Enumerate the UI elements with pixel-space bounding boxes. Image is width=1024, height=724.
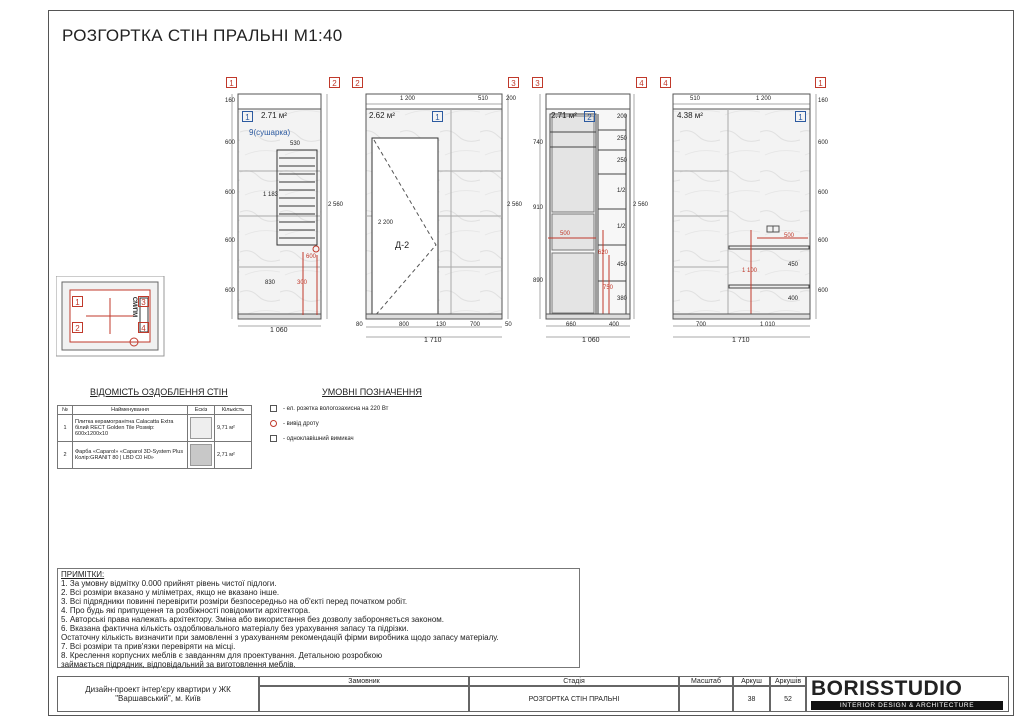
dim-label: 200 xyxy=(617,114,628,120)
wall-elevation-2 xyxy=(366,94,508,337)
plan-mark: 4 xyxy=(138,322,149,333)
sheets-total: 52 xyxy=(770,686,806,712)
legend-item xyxy=(270,420,319,427)
dim-label: 2 560 xyxy=(328,202,344,208)
dim-label: 600 xyxy=(225,288,236,294)
wall-marker: 1 xyxy=(815,77,826,88)
wall-marker: 2 xyxy=(352,77,363,88)
dim-label: 1 200 xyxy=(756,96,772,102)
plan-mark: 3 xyxy=(138,296,149,307)
legend-text: - одноклавішний вимикач xyxy=(283,435,354,442)
table-row xyxy=(58,442,252,469)
table-header: Найменування xyxy=(73,406,188,415)
dim-label: 160 xyxy=(225,98,236,104)
dim-label: 250 xyxy=(617,136,628,142)
dim-label: 510 xyxy=(478,96,489,102)
dim-label: 450 xyxy=(617,262,628,268)
note-line: 8. Креслення корпусних меблів є завданням для проектування. Детальною розробкою xyxy=(61,651,383,660)
legend-title: УМОВНІ ПОЗНАЧЕННЯ xyxy=(322,387,422,397)
wall-area: 2.71 м² xyxy=(261,111,287,120)
legend-item xyxy=(270,435,354,442)
dim-label: 1/2 xyxy=(617,224,626,230)
plan-mark: 1 xyxy=(72,296,83,307)
wall-marker: 4 xyxy=(660,77,671,88)
dim-label: 660 xyxy=(566,322,577,328)
dim-label: 1 710 xyxy=(732,337,750,344)
notes-block xyxy=(57,568,580,668)
dim-label: 500 xyxy=(560,231,571,237)
logo-name: BORISSTUDIO xyxy=(811,677,963,700)
logo-tagline: INTERIOR DESIGN & ARCHITECTURE xyxy=(811,701,1003,710)
schedule-title: ВІДОМІСТЬ ОЗДОБЛЕННЯ СТІН xyxy=(90,387,228,397)
customer-value xyxy=(259,686,469,712)
note-line: 1. За умовну відмітку 0.000 прийнят рівень чистої підлоги. xyxy=(61,579,277,588)
dim-label: 600 xyxy=(306,254,317,260)
dim-label: 600 xyxy=(818,288,829,294)
dim-label: 160 xyxy=(818,98,829,104)
dim-label: 750 xyxy=(603,285,614,291)
dim-label: 500 xyxy=(784,233,795,239)
finish-tag: 1 xyxy=(242,111,253,122)
dim-label: 1 200 xyxy=(400,96,416,102)
page-title: РОЗГОРТКА СТІН ПРАЛЬНІ М1:40 xyxy=(62,26,343,45)
table-cell: Плитка керамогранітна Calacatta Extra білий RECT Golden Tile Розмір: 600х1200х10 xyxy=(73,415,188,442)
dim-label: 600 xyxy=(818,238,829,244)
wall-marker: 3 xyxy=(532,77,543,88)
finish-tag: 1 xyxy=(795,111,806,122)
note-line: 4. Про будь які припущення та розбіжності повідомити архітектора. xyxy=(61,606,311,615)
dim-label: 1 183 xyxy=(263,192,279,198)
dim-label: 700 xyxy=(696,322,707,328)
dim-label: 1 710 xyxy=(424,337,442,344)
dim-label: 600 xyxy=(225,140,236,146)
note-line: 7. Всі розміри та прив'язки перевіряти на місці. xyxy=(61,642,236,651)
sheet-number: 38 xyxy=(733,686,770,712)
dim-label: 450 xyxy=(788,262,799,268)
wall-marker: 2 xyxy=(329,77,340,88)
scale-value xyxy=(679,686,733,712)
dim-label: 600 xyxy=(818,190,829,196)
dim-label: 80 xyxy=(356,322,363,328)
dim-label: 300 xyxy=(297,280,308,286)
table-cell: 2 xyxy=(58,442,73,469)
dim-label: 400 xyxy=(609,322,620,328)
swatch-marble xyxy=(188,415,215,442)
dim-label: 600 xyxy=(225,190,236,196)
note-line: Остаточну кількість визначити при замовленні з урахуванням рекомендацій фірми виробника щодо запасу матеріалу. xyxy=(61,633,499,642)
note-line: 6. Вказана фактична кількість оздоблювального матеріалу без урахування запасу та підрізки. xyxy=(61,624,409,633)
table-cell: Фарба «Caparol» «Caparol 3D-System Plus Колір:GRANIT 80 | LBD C0 H0» xyxy=(73,442,188,469)
dim-label: 600 xyxy=(225,238,236,244)
legend-item xyxy=(270,405,388,412)
notes-heading: ПРИМІТКИ: xyxy=(61,570,105,579)
note-line: займається підрядник, відповідальний за виготовлення меблів. xyxy=(61,660,296,669)
table-row xyxy=(58,415,252,442)
dim-label: 1 010 xyxy=(760,322,776,328)
customer-label: Замовник xyxy=(259,676,469,686)
dim-label: 890 xyxy=(533,278,544,284)
note-line: 3. Всі підрядники повинні перевірити розміри безпосередньо на об'єкті перед початком робіт. xyxy=(61,597,408,606)
sheets-label: Аркушів xyxy=(770,676,806,686)
stage-label: Стадія xyxy=(469,676,679,686)
table-header: Кількість xyxy=(215,406,252,415)
scale-label: Масштаб xyxy=(679,676,733,686)
project-name: Дизайн-проект інтер'єру квартири у ЖК "Варшавський", м. Київ xyxy=(57,676,259,712)
dim-label: 1/2 xyxy=(617,188,626,194)
table-header: № xyxy=(58,406,73,415)
dim-label: 740 xyxy=(533,140,544,146)
wall-area: 4.38 м² xyxy=(677,111,703,120)
dim-label: 620 xyxy=(598,250,609,256)
legend-text: - вивід дроту xyxy=(283,420,319,427)
dim-label: 1 100 xyxy=(742,268,758,274)
dim-label: 200 xyxy=(506,96,517,102)
dim-label: 50 xyxy=(505,322,512,328)
plan-label: СМ/ПМ xyxy=(131,296,138,318)
finish-tag: 2 xyxy=(584,111,595,122)
dim-label: 830 xyxy=(265,280,276,286)
door-label: Д-2 xyxy=(395,240,410,250)
table-cell: 1 xyxy=(58,415,73,442)
dryer-label: 9(сушарка) xyxy=(249,128,291,137)
wall-marker: 3 xyxy=(508,77,519,88)
note-line: 5. Авторські права належать архітектору. Зміна або використання без дозволу забороняється законом. xyxy=(61,615,444,624)
sheet-label: Аркуш xyxy=(733,676,770,686)
wall-area: 2.71 м² xyxy=(551,111,577,120)
table-cell: 2,71 м² xyxy=(215,442,252,469)
note-line: 2. Всі розміри вказано у міліметрах, якщо не вказано інше. xyxy=(61,588,280,597)
table-header: Ескіз xyxy=(188,406,215,415)
wall-area: 2.62 м² xyxy=(369,111,395,120)
room-key-plan xyxy=(56,276,166,358)
socket-icon xyxy=(270,405,277,412)
dim-label: 250 xyxy=(617,158,628,164)
wall-marker: 4 xyxy=(636,77,647,88)
dim-label: 1 060 xyxy=(270,327,288,334)
dim-label: 380 xyxy=(617,296,628,302)
dim-label: 510 xyxy=(690,96,701,102)
dim-label: 910 xyxy=(533,205,544,211)
dim-label: 2 560 xyxy=(507,202,523,208)
swatch-paint xyxy=(188,442,215,469)
finish-tag: 1 xyxy=(432,111,443,122)
table-cell: 9,71 м² xyxy=(215,415,252,442)
plan-mark: 2 xyxy=(72,322,83,333)
legend-text: - ел. розетка вологозахисна на 220 Вт xyxy=(283,405,389,412)
dim-label: 2 560 xyxy=(633,202,649,208)
wire-outlet-icon xyxy=(270,420,277,427)
dim-label: 130 xyxy=(436,322,447,328)
dim-label: 400 xyxy=(788,296,799,302)
finish-schedule-table xyxy=(57,405,252,469)
dim-label: 2 200 xyxy=(378,220,394,226)
sheet-name: РОЗГОРТКА СТІН ПРАЛЬНІ xyxy=(469,686,679,712)
switch-icon xyxy=(270,435,277,442)
dim-label: 530 xyxy=(290,141,301,147)
dim-label: 1 060 xyxy=(582,337,600,344)
wall-marker: 1 xyxy=(226,77,237,88)
dim-label: 800 xyxy=(399,322,410,328)
studio-logo xyxy=(806,676,1009,712)
dim-label: 600 xyxy=(818,140,829,146)
dim-label: 700 xyxy=(470,322,481,328)
